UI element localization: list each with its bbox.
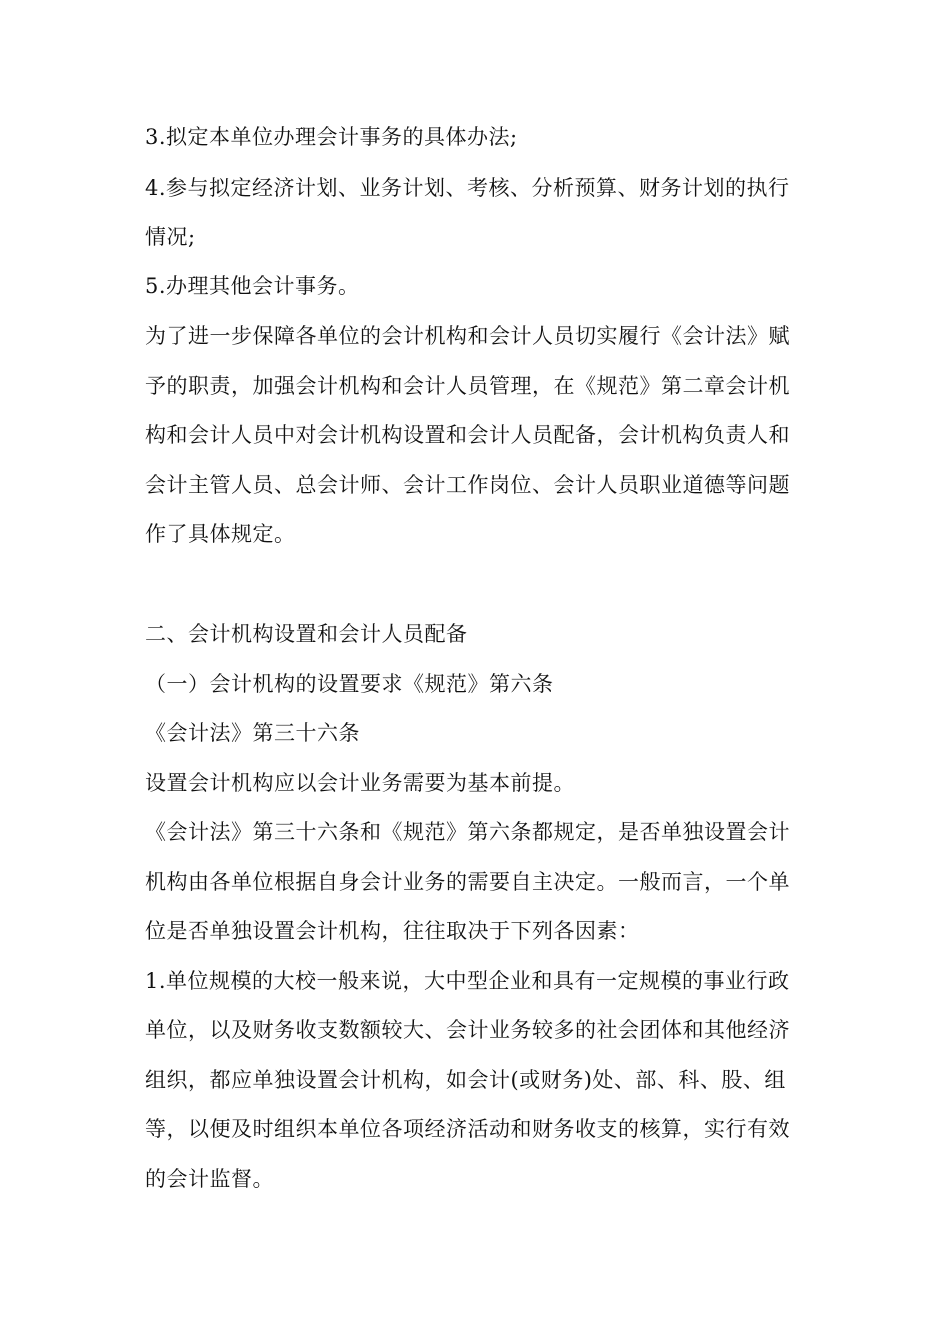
text-line: 作了具体规定。 [145, 522, 296, 546]
text-line: 4.参与拟定经济计划、业务计划、考核、分析预算、财务计划的执行 [145, 176, 790, 200]
text-line: 机构由各单位根据自身会计业务的需要自主决定。一般而言，一个单 [145, 870, 790, 894]
text-line: 设置会计机构应以会计业务需要为基本前提。 [145, 771, 575, 795]
text-line: 为了进一步保障各单位的会计机构和会计人员切实履行《会计法》赋 [145, 324, 790, 348]
text-line: 等，以便及时组织本单位各项经济活动和财务收支的核算，实行有效 [145, 1117, 790, 1141]
text-line: 单位，以及财务收支数额较大、会计业务较多的社会团体和其他经济 [145, 1018, 790, 1042]
section-heading: 二、会计机构设置和会计人员配备 [145, 622, 468, 646]
text-line: 情况; [145, 225, 196, 249]
text-line: 《会计法》第三十六条 [145, 721, 360, 745]
text-line: 会计主管人员、总会计师、会计工作岗位、会计人员职业道德等问题 [145, 473, 790, 497]
text-line: 组织，都应单独设置会计机构，如会计(或财务)处、部、科、股、组 [145, 1068, 786, 1092]
subsection-heading: （一）会计机构的设置要求《规范》第六条 [145, 672, 554, 696]
text-line: 的会计监督。 [145, 1167, 274, 1191]
text-line: 构和会计人员中对会计机构设置和会计人员配备，会计机构负责人和 [145, 423, 790, 447]
text-line: 予的职责，加强会计机构和会计人员管理，在《规范》第二章会计机 [145, 374, 790, 398]
text-line: 1.单位规模的大校一般来说，大中型企业和具有一定规模的事业行政 [145, 969, 790, 993]
text-line: 位是否单独设置会计机构，往往取决于下列各因素： [145, 919, 640, 943]
text-line: 5.办理其他会计事务。 [145, 274, 360, 298]
text-line: 3.拟定本单位办理会计事务的具体办法; [145, 125, 518, 149]
text-line: 《会计法》第三十六条和《规范》第六条都规定，是否单独设置会计 [145, 820, 790, 844]
